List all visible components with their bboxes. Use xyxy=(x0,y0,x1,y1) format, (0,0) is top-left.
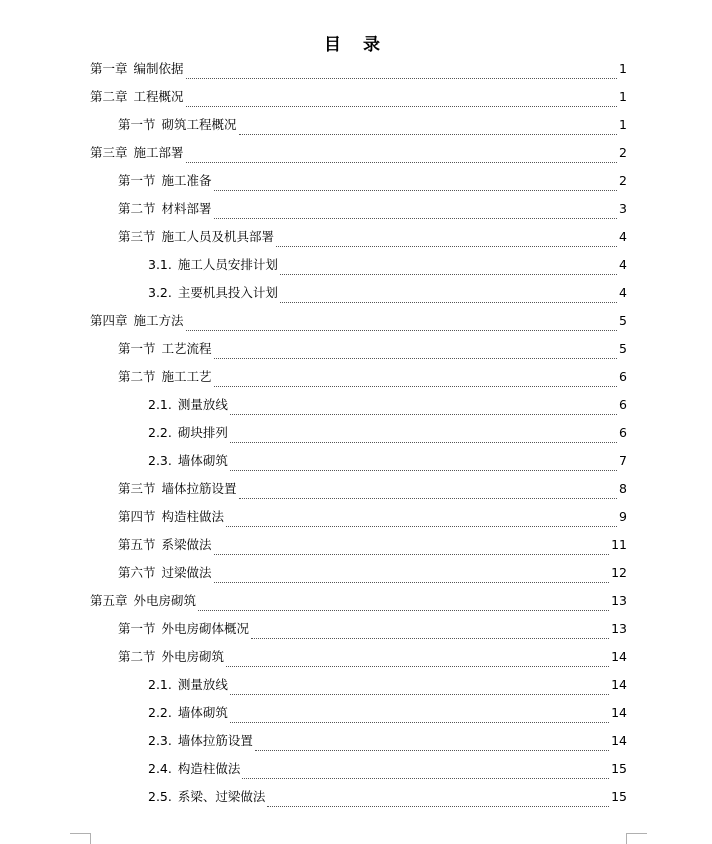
toc-entry-number: 2.3. xyxy=(148,453,172,468)
toc-entry-label xyxy=(90,587,196,615)
toc-entry-line xyxy=(118,173,627,195)
toc-entry-line xyxy=(148,705,627,727)
toc-entry[interactable] xyxy=(118,116,627,144)
toc-entry-text: 砌筑工程概况 xyxy=(161,117,237,132)
toc-entry-text: 施工方法 xyxy=(133,313,184,328)
toc-dot-leader xyxy=(214,189,618,191)
toc-page-number: 3 xyxy=(619,201,627,216)
toc-entry-label xyxy=(118,363,212,391)
toc-entry-text: 外电房砌筑 xyxy=(133,593,197,608)
toc-dot-leader xyxy=(267,805,609,807)
toc-entry-label xyxy=(90,55,184,83)
toc-entry-number: 第二节 xyxy=(118,369,156,384)
toc-dot-leader xyxy=(230,721,609,723)
toc-entry-number: 第五章 xyxy=(90,593,128,608)
toc-dot-leader xyxy=(239,133,618,135)
toc-page-number: 12 xyxy=(611,565,627,580)
toc-entry-number: 第二章 xyxy=(90,89,128,104)
toc-dot-leader xyxy=(230,693,609,695)
toc-entry-text: 施工准备 xyxy=(161,173,212,188)
toc-entry-label xyxy=(148,783,265,811)
toc-entry-label xyxy=(118,559,212,587)
toc-entry-number: 第三节 xyxy=(118,481,156,496)
toc-dot-leader xyxy=(276,245,617,247)
toc-entry-label xyxy=(148,755,240,783)
toc-entry-label xyxy=(148,699,228,727)
toc-entry-line xyxy=(148,285,627,307)
toc-page-number: 11 xyxy=(611,537,627,552)
toc-entry-number: 第四节 xyxy=(118,509,156,524)
toc-page-number: 14 xyxy=(611,733,627,748)
toc-page-number: 14 xyxy=(611,649,627,664)
toc-entry-text: 外电房砌筑 xyxy=(161,649,225,664)
toc-dot-leader xyxy=(186,105,618,107)
toc-entry[interactable] xyxy=(148,788,627,816)
toc-page-number: 2 xyxy=(619,145,627,160)
toc-page-number: 1 xyxy=(619,89,627,104)
toc-page-number: 15 xyxy=(611,761,627,776)
toc-entry-line xyxy=(148,425,627,447)
toc-dot-leader xyxy=(214,385,618,387)
toc-entry-line xyxy=(118,117,627,139)
toc-entry-line xyxy=(148,761,627,783)
toc-entry-label xyxy=(118,503,224,531)
toc-entry-line xyxy=(118,481,627,503)
toc-page-number: 6 xyxy=(619,369,627,384)
toc-entry-text: 构造柱做法 xyxy=(161,509,225,524)
toc-dot-leader xyxy=(214,553,610,555)
toc-entry-label xyxy=(148,251,278,279)
toc-dot-leader xyxy=(226,665,609,667)
toc-entry-line xyxy=(118,509,627,531)
toc-dot-leader xyxy=(226,525,617,527)
toc-entry-label xyxy=(148,447,228,475)
toc-entry-label xyxy=(118,111,237,139)
toc-entry-text: 测量放线 xyxy=(177,397,228,412)
toc-dot-leader xyxy=(214,581,610,583)
toc-entry-number: 第二节 xyxy=(118,649,156,664)
toc-entry-number: 2.3. xyxy=(148,733,172,748)
toc-entry-line xyxy=(118,621,627,643)
toc-entry-text: 材料部署 xyxy=(161,201,212,216)
toc-page-number: 14 xyxy=(611,677,627,692)
toc-entry-number: 第六节 xyxy=(118,565,156,580)
toc-dot-leader xyxy=(186,329,618,331)
toc-entry-text: 外电房砌体概况 xyxy=(161,621,250,636)
toc-entry-label xyxy=(118,643,224,671)
toc-entry-line xyxy=(90,145,627,167)
toc-entry-number: 第四章 xyxy=(90,313,128,328)
toc-dot-leader xyxy=(251,637,609,639)
toc-entry-text: 工艺流程 xyxy=(161,341,212,356)
toc-entry-text: 工程概况 xyxy=(133,89,184,104)
page-corner-mark-left xyxy=(70,833,91,844)
toc-dot-leader xyxy=(230,413,617,415)
toc-entry-line xyxy=(118,369,627,391)
toc-entry-label xyxy=(90,139,184,167)
toc-page-number: 4 xyxy=(619,285,627,300)
toc-dot-leader xyxy=(198,609,609,611)
toc-entry-text: 构造柱做法 xyxy=(177,761,241,776)
toc-entry-line xyxy=(118,229,627,251)
toc-entry-label xyxy=(118,335,212,363)
toc-entry-number: 第一节 xyxy=(118,341,156,356)
toc-page-number: 1 xyxy=(619,117,627,132)
toc-entry-number: 2.1. xyxy=(148,677,172,692)
toc-entry-number: 第三节 xyxy=(118,229,156,244)
toc-entry-number: 第三章 xyxy=(90,145,128,160)
toc-entry-line xyxy=(148,257,627,279)
toc-entry-number: 第五节 xyxy=(118,537,156,552)
toc-entry-line xyxy=(148,789,627,811)
toc-dot-leader xyxy=(230,469,617,471)
toc-page-number: 6 xyxy=(619,425,627,440)
toc-dot-leader xyxy=(255,749,609,751)
toc-dot-leader xyxy=(230,441,617,443)
toc-entry-line xyxy=(118,565,627,587)
toc-dot-leader xyxy=(280,273,617,275)
toc-page-number: 6 xyxy=(619,397,627,412)
toc-entry-line xyxy=(118,341,627,363)
toc-page-number: 5 xyxy=(619,313,627,328)
toc-entry-label xyxy=(118,167,212,195)
toc-entry-text: 施工部署 xyxy=(133,145,184,160)
toc-dot-leader xyxy=(239,497,618,499)
toc-entry-text: 主要机具投入计划 xyxy=(177,285,278,300)
toc-entry-label xyxy=(118,195,212,223)
toc-entry-label xyxy=(118,475,237,503)
toc-entry-text: 砌块排列 xyxy=(177,425,228,440)
toc-entry-line xyxy=(148,733,627,755)
toc-page-number: 4 xyxy=(619,257,627,272)
toc-entry-text: 过梁做法 xyxy=(161,565,212,580)
toc-page-number: 9 xyxy=(619,509,627,524)
toc-entry-text: 测量放线 xyxy=(177,677,228,692)
toc-entry-line xyxy=(148,453,627,475)
toc-entry-number: 第一节 xyxy=(118,117,156,132)
toc-title: 目 录 xyxy=(324,35,388,55)
toc-entry-number: 2.4. xyxy=(148,761,172,776)
toc-entry-label xyxy=(118,531,212,559)
toc-entry-label xyxy=(148,671,228,699)
toc-entry-number: 第一节 xyxy=(118,173,156,188)
toc-entry-text: 墙体拉筋设置 xyxy=(177,733,253,748)
toc-entry-number: 3.2. xyxy=(148,285,172,300)
toc-entry-line xyxy=(148,397,627,419)
toc-entry-line xyxy=(118,649,627,671)
toc-entry-label xyxy=(148,391,228,419)
toc-entry-label xyxy=(118,223,274,251)
toc-page-number: 13 xyxy=(611,593,627,608)
toc-entry-text: 施工人员安排计划 xyxy=(177,257,278,272)
toc-page-number: 15 xyxy=(611,789,627,804)
toc-entry-line xyxy=(148,677,627,699)
toc-entry-line xyxy=(118,201,627,223)
toc-entry-text: 墙体砌筑 xyxy=(177,453,228,468)
toc-dot-leader xyxy=(186,77,618,79)
toc-dot-leader xyxy=(214,357,618,359)
toc-entry-text: 系梁做法 xyxy=(161,537,212,552)
toc-entry-text: 编制依据 xyxy=(133,61,184,76)
toc-page-number: 4 xyxy=(619,229,627,244)
toc-entry-label xyxy=(90,307,184,335)
toc-entry-label xyxy=(148,727,253,755)
toc-entry-label xyxy=(148,279,278,307)
toc-entry-line xyxy=(118,537,627,559)
toc-entry-line xyxy=(90,593,627,615)
toc-entry-number: 3.1. xyxy=(148,257,172,272)
toc-entry-label xyxy=(90,83,184,111)
toc-entry-line xyxy=(90,89,627,111)
toc-entry-label xyxy=(118,615,249,643)
toc-entry-number: 第二节 xyxy=(118,201,156,216)
toc-page-number: 1 xyxy=(619,61,627,76)
toc-page-number: 5 xyxy=(619,341,627,356)
toc-page-number: 2 xyxy=(619,173,627,188)
toc-entry-line xyxy=(90,313,627,335)
toc-entry-text: 墙体砌筑 xyxy=(177,705,228,720)
toc-page-number: 7 xyxy=(619,453,627,468)
toc-entry-text: 墙体拉筋设置 xyxy=(161,481,237,496)
toc-page-number: 8 xyxy=(619,481,627,496)
toc-entry-text: 施工人员及机具部署 xyxy=(161,229,275,244)
toc-dot-leader xyxy=(242,777,609,779)
toc-entry-number: 2.1. xyxy=(148,397,172,412)
toc-entry-number: 第一章 xyxy=(90,61,128,76)
toc-dot-leader xyxy=(280,301,617,303)
toc-entry-number: 2.5. xyxy=(148,789,172,804)
toc-page-number: 13 xyxy=(611,621,627,636)
toc-entry-text: 施工工艺 xyxy=(161,369,212,384)
toc-entry-line xyxy=(90,61,627,83)
toc-page-number: 14 xyxy=(611,705,627,720)
toc-dot-leader xyxy=(186,161,618,163)
toc-entry-text: 系梁、过梁做法 xyxy=(177,789,266,804)
toc-entry-number: 2.2. xyxy=(148,425,172,440)
toc-entry-number: 2.2. xyxy=(148,705,172,720)
toc-entry-label xyxy=(148,419,228,447)
toc-dot-leader xyxy=(214,217,618,219)
page-corner-mark-right xyxy=(626,833,647,844)
toc-entry-number: 第一节 xyxy=(118,621,156,636)
toc-entry[interactable] xyxy=(148,284,627,312)
